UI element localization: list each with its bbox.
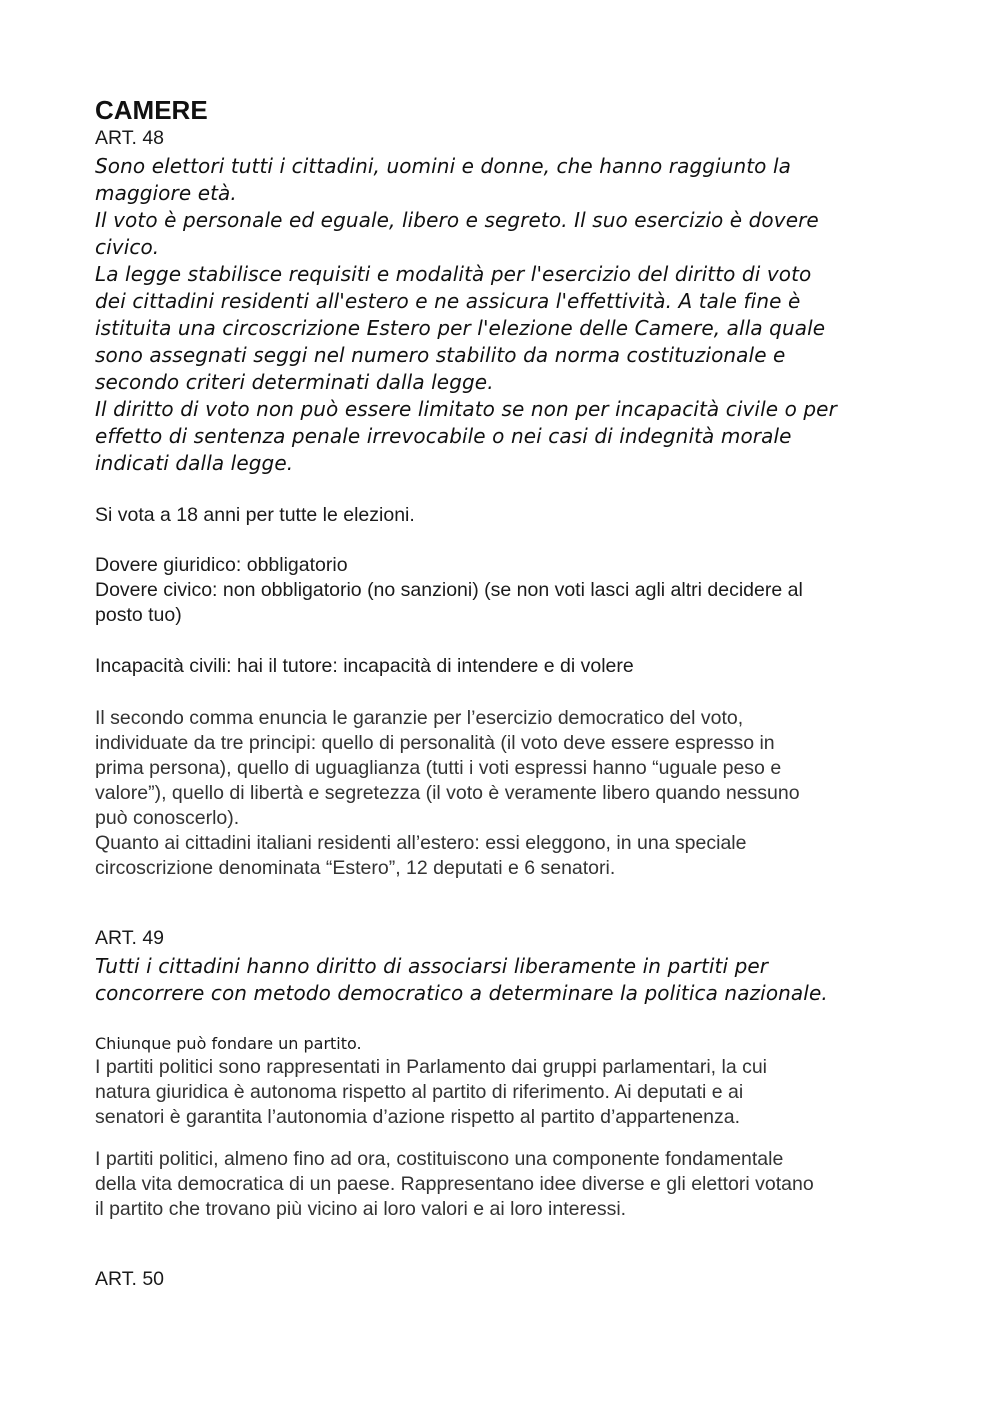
quote-line: secondo criteri determinati dalla legge.: [95, 370, 494, 394]
art-48-label: ART. 48: [95, 127, 165, 149]
quote-line: civico.: [95, 235, 160, 259]
commentary-line: può conoscerlo).: [95, 807, 240, 829]
quote-line: effetto di sentenza penale irrevocabile o nei casi di indegnità morale: [95, 424, 792, 448]
note-party-founding: Chiunque può fondare un partito.: [95, 1034, 362, 1053]
commentary-line: Il secondo comma enuncia le garanzie per l’esercizio democratico del voto,: [95, 707, 744, 729]
commentary-line: prima persona), quello di uguaglianza (tutti i voti espressi hanno “uguale peso e: [95, 757, 782, 779]
quote-line: maggiore età.: [95, 181, 237, 205]
duty-notes: [95, 553, 925, 628]
art-49-quote: [95, 953, 925, 1007]
democracy-line: della vita democratica di un paese. Rappresentano idee diverse e gli elettori votano: [95, 1173, 814, 1195]
commentary-line: Quanto ai cittadini italiani residenti all’estero: essi eleggono, in una speciale: [95, 832, 747, 854]
art-49-label: ART. 49: [95, 927, 165, 949]
duty-legal: Dovere giuridico: obbligatorio: [95, 554, 348, 576]
art-50-label: ART. 50: [95, 1268, 165, 1290]
quote-line: dei cittadini residenti all'estero e ne assicura l'effettività. A tale fine è: [95, 289, 801, 313]
document-page: [95, 94, 925, 1292]
quote-line: sono assegnati seggi nel numero stabilito da norma costituzionale e: [95, 343, 786, 367]
duty-civic-line: Dovere civico: non obbligatorio (no sanzioni) (se non voti lasci agli altri decidere al: [95, 579, 803, 601]
note-civil-incapacity: Incapacità civili: hai il tutore: incapacità di intendere e di volere: [95, 655, 634, 677]
art-48-quote: [95, 153, 925, 477]
quote-line: istituita una circoscrizione Estero per l'elezione delle Camere, alla quale: [95, 316, 826, 340]
quote-line: Il voto è personale ed eguale, libero e segreto. Il suo esercizio è dovere: [95, 208, 819, 232]
quote-line: Il diritto di voto non può essere limitato se non per incapacità civile o per: [95, 397, 837, 421]
duty-civic-line: posto tuo): [95, 604, 182, 626]
note-voting-age: Si vota a 18 anni per tutte le elezioni.: [95, 504, 415, 526]
quote-line: concorrere con metodo democratico a determinare la politica nazionale.: [95, 981, 828, 1005]
commentary-line: valore”), quello di libertà e segretezza (il voto è veramente libero quando nessuno: [95, 782, 800, 804]
art-49-parliament: [95, 1055, 925, 1130]
democracy-line: I partiti politici, almeno fino ad ora, costituiscono una componente fondamentale: [95, 1148, 784, 1170]
commentary-line: individuate da tre principi: quello di personalità (il voto deve essere espresso in: [95, 732, 775, 754]
commentary-line: circoscrizione denominata “Estero”, 12 deputati e 6 senatori.: [95, 857, 616, 879]
quote-line: Tutti i cittadini hanno diritto di associarsi liberamente in partiti per: [95, 954, 769, 978]
parliament-line: senatori è garantita l’autonomia d’azione rispetto al partito d’appartenenza.: [95, 1106, 740, 1128]
parliament-line: I partiti politici sono rappresentati in Parlamento dai gruppi parlamentari, la cui: [95, 1056, 768, 1078]
democracy-line: il partito che trovano più vicino ai loro valori e ai loro interessi.: [95, 1198, 627, 1220]
quote-line: La legge stabilisce requisiti e modalità per l'esercizio del diritto di voto: [95, 262, 812, 286]
document-title: CAMERE: [95, 95, 208, 125]
art-49-democracy: [95, 1147, 925, 1222]
art-48-commentary: [95, 706, 925, 881]
quote-line: indicati dalla legge.: [95, 451, 294, 475]
parliament-line: natura giuridica è autonoma rispetto al partito di riferimento. Ai deputati e ai: [95, 1081, 744, 1103]
quote-line: Sono elettori tutti i cittadini, uomini e donne, che hanno raggiunto la: [95, 154, 791, 178]
